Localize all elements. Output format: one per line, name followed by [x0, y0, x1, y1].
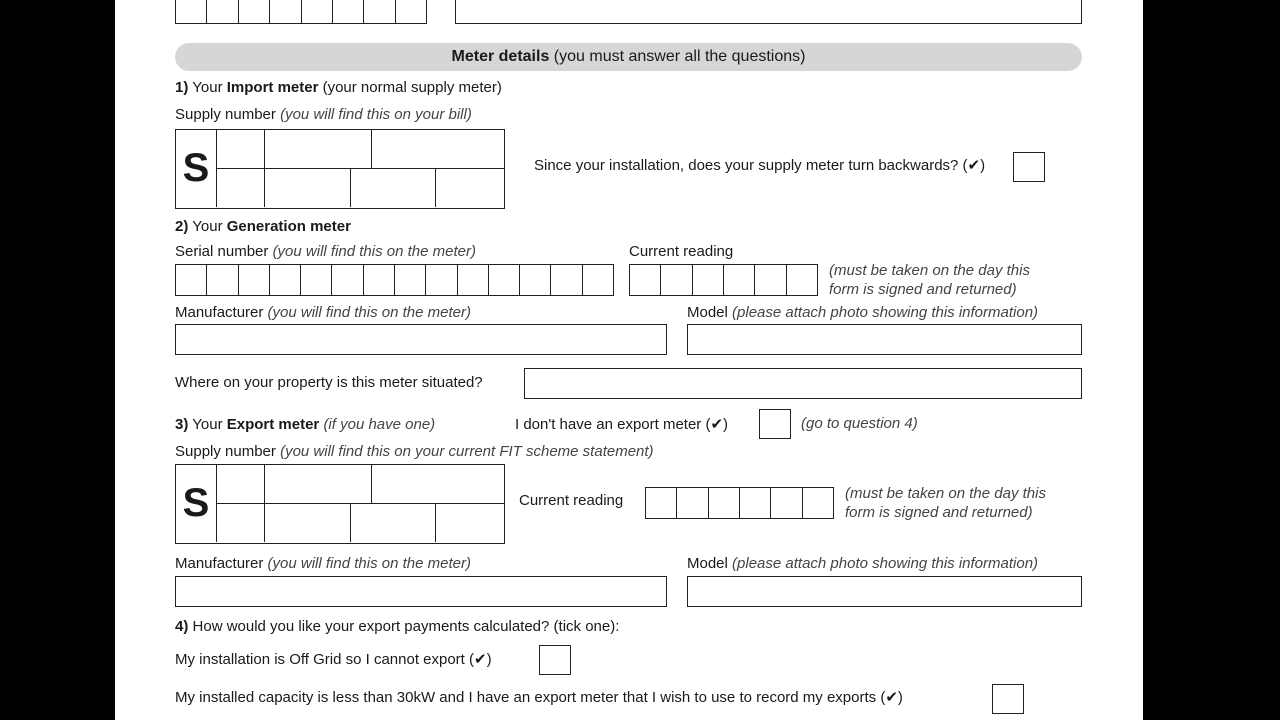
digit-cell[interactable] — [489, 265, 520, 295]
q2-manufacturer-hint: (you will find this on the meter) — [267, 304, 471, 321]
digit-cell[interactable] — [771, 488, 802, 518]
q1-supply-label-text: Supply number — [175, 106, 276, 123]
q4-number: 4) — [175, 618, 189, 635]
digit-cell[interactable] — [364, 265, 395, 295]
previous-cell-field[interactable] — [175, 0, 427, 24]
digit-cell[interactable] — [301, 265, 332, 295]
q2-model-label-text: Model — [687, 304, 728, 321]
q3-supply-hint: (you will find this on your current FIT scheme statement) — [280, 443, 654, 460]
digit-cell[interactable] — [520, 265, 551, 295]
digit-cell[interactable] — [630, 265, 661, 295]
q3-supply-label — [175, 442, 654, 462]
q4-off-grid-checkbox[interactable] — [539, 645, 571, 675]
q1-number: 1) — [175, 79, 189, 96]
q3-s-letter: S — [176, 465, 217, 542]
digit-cell[interactable] — [426, 265, 457, 295]
q1-supply-vline — [264, 130, 265, 207]
digit-cell[interactable] — [333, 0, 364, 23]
digit-cell[interactable] — [755, 265, 786, 295]
q1-supply-vline — [371, 130, 372, 168]
q1-backwards-checkbox[interactable] — [1013, 152, 1045, 182]
digit-cell[interactable] — [302, 0, 333, 23]
q2-serial-label — [175, 242, 476, 262]
q2-heading — [175, 217, 351, 237]
previous-text-field[interactable] — [455, 0, 1082, 24]
q3-manufacturer-label — [175, 554, 471, 574]
q2-current-reading-cells[interactable] — [629, 264, 818, 296]
q3-supply-divider — [216, 503, 504, 504]
form-page — [115, 0, 1143, 720]
q2-location-question: Where on your property is this meter situated? — [175, 374, 483, 391]
q3-manufacturer-hint: (you will find this on the meter) — [267, 555, 471, 572]
q3-manufacturer-label-text: Manufacturer — [175, 555, 264, 572]
q2-serial-number-cells[interactable] — [175, 264, 614, 296]
digit-cell[interactable] — [396, 0, 426, 23]
q2-number: 2) — [175, 218, 189, 235]
banner-title: Meter details — [451, 48, 550, 65]
q3-supply-vline — [435, 503, 436, 542]
q3-pre: Your — [192, 416, 223, 433]
q3-post: (if you have one) — [323, 416, 436, 433]
q3-supply-vline — [264, 465, 265, 542]
q1-s-letter: S — [176, 130, 217, 207]
q2-serial-label-text: Serial number — [175, 243, 269, 260]
q1-supply-vline — [350, 168, 351, 207]
digit-cell[interactable] — [646, 488, 677, 518]
q3-keyword: Export meter — [226, 416, 320, 433]
q2-manufacturer-field[interactable] — [175, 324, 667, 355]
q3-model-field[interactable] — [687, 576, 1082, 607]
q3-goto: (go to question 4) — [801, 415, 918, 432]
q1-keyword: Import meter — [226, 79, 319, 96]
q2-reading-note: (must be taken on the day this form is signed and returned) — [829, 262, 1030, 298]
digit-cell[interactable] — [740, 488, 771, 518]
q3-model-label — [687, 554, 1038, 574]
q2-manufacturer-label — [175, 303, 471, 323]
q3-current-reading-cells[interactable] — [645, 487, 834, 519]
q3-heading — [175, 415, 435, 435]
q1-supply-divider — [216, 168, 504, 169]
q3-supply-vline — [350, 503, 351, 542]
q3-no-meter-checkbox[interactable] — [759, 409, 791, 439]
q3-reading-note: (must be taken on the day this form is signed and returned) — [845, 485, 1046, 521]
q2-model-field[interactable] — [687, 324, 1082, 355]
digit-cell[interactable] — [270, 0, 301, 23]
q3-model-label-text: Model — [687, 555, 728, 572]
section-banner — [175, 43, 1082, 71]
q1-supply-vline — [435, 168, 436, 207]
digit-cell[interactable] — [724, 265, 755, 295]
q3-supply-number-box[interactable] — [175, 464, 505, 544]
q4-option-off-grid: My installation is Off Grid so I cannot export (✔) — [175, 651, 492, 668]
digit-cell[interactable] — [207, 0, 238, 23]
q1-pre: Your — [192, 79, 223, 96]
q2-pre: Your — [192, 218, 223, 235]
digit-cell[interactable] — [207, 265, 238, 295]
q3-no-meter-label: I don't have an export meter (✔) — [515, 416, 729, 433]
q1-post: (your normal supply meter) — [322, 79, 502, 96]
q3-model-hint: (please attach photo showing this information) — [732, 555, 1039, 572]
q2-serial-hint: (you will find this on the meter) — [272, 243, 476, 260]
q2-model-hint: (please attach photo showing this information) — [732, 304, 1039, 321]
q1-backwards-question: Since your installation, does your supply meter turn backwards? (✔) — [534, 157, 986, 174]
digit-cell[interactable] — [239, 265, 270, 295]
q1-heading — [175, 78, 502, 98]
q4-option-export-meter: My installed capacity is less than 30kW and I have an export meter that I wish to use to record my exports (✔) — [175, 689, 903, 706]
digit-cell[interactable] — [364, 0, 395, 23]
q3-supply-vline — [371, 465, 372, 503]
q3-manufacturer-field[interactable] — [175, 576, 667, 607]
q3-reading-label: Current reading — [519, 492, 624, 509]
digit-cell[interactable] — [239, 0, 270, 23]
q3-number: 3) — [175, 416, 189, 433]
q3-supply-label-text: Supply number — [175, 443, 276, 460]
digit-cell[interactable] — [458, 265, 489, 295]
digit-cell[interactable] — [583, 265, 613, 295]
q1-supply-hint: (you will find this on your bill) — [280, 106, 472, 123]
digit-cell[interactable] — [176, 265, 207, 295]
q4-question: How would you like your export payments calculated? (tick one): — [192, 618, 620, 635]
digit-cell[interactable] — [270, 265, 301, 295]
banner-subtitle: (you must answer all the questions) — [553, 48, 806, 65]
digit-cell[interactable] — [709, 488, 740, 518]
q2-manufacturer-label-text: Manufacturer — [175, 304, 264, 321]
q4-heading — [175, 617, 619, 637]
digit-cell[interactable] — [693, 265, 724, 295]
digit-cell[interactable] — [176, 0, 207, 23]
q4-export-meter-checkbox[interactable] — [992, 684, 1024, 714]
digit-cell[interactable] — [551, 265, 582, 295]
q2-reading-label: Current reading — [629, 243, 734, 260]
digit-cell[interactable] — [395, 265, 426, 295]
q2-location-field[interactable] — [524, 368, 1082, 399]
q1-supply-number-box[interactable] — [175, 129, 505, 209]
digit-cell[interactable] — [332, 265, 363, 295]
digit-cell[interactable] — [787, 265, 817, 295]
digit-cell[interactable] — [661, 265, 692, 295]
digit-cell[interactable] — [803, 488, 833, 518]
digit-cell[interactable] — [677, 488, 708, 518]
q2-model-label — [687, 303, 1038, 323]
q1-supply-label — [175, 105, 472, 125]
q2-keyword: Generation meter — [226, 218, 351, 235]
